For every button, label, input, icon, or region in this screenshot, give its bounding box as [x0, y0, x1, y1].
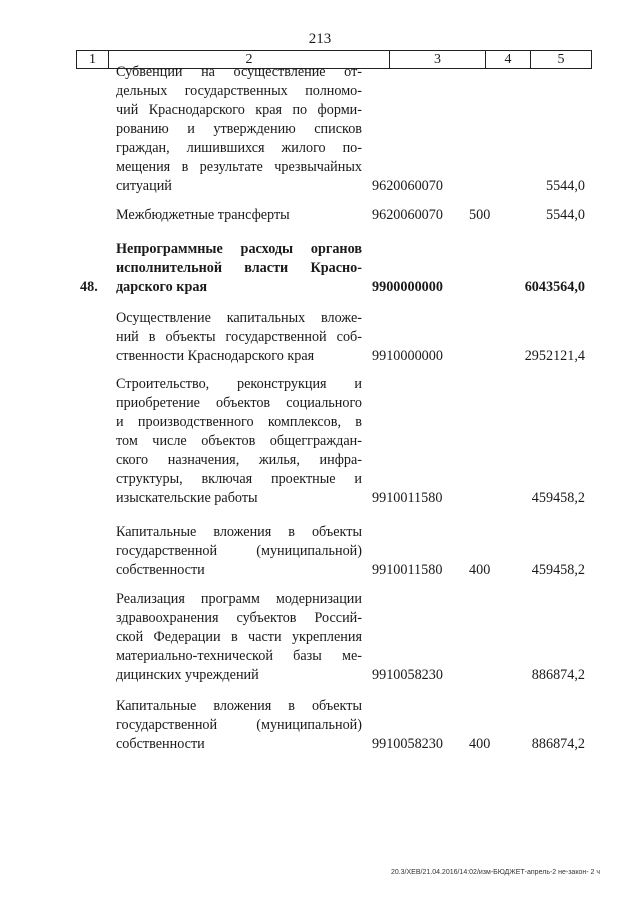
row-target-code: 9620060070 — [372, 178, 443, 194]
row-expense-type: 400 — [469, 736, 491, 752]
description-line: структуры, включая проектные и — [116, 471, 362, 487]
description-line: дарского края — [116, 279, 208, 295]
row-amount: 886874,2 — [531, 736, 585, 752]
description-line: том числе объектов общегграждан- — [116, 433, 362, 449]
row-description — [116, 240, 362, 297]
row-number: 48. — [80, 279, 98, 295]
row-target-code: 9910058230 — [372, 736, 443, 752]
description-line: приобретение объектов социального — [116, 395, 362, 411]
table-row — [0, 309, 640, 366]
row-description — [116, 309, 362, 366]
description-line: государственной (муниципальной) — [116, 717, 362, 733]
row-expense-type: 500 — [469, 207, 491, 223]
row-amount: 2952121,4 — [524, 348, 585, 364]
description-line: собственности — [116, 562, 205, 578]
description-line: ственности Краснодарского края — [116, 348, 315, 364]
description-line: Непрограммные расходы органов — [116, 241, 362, 257]
description-line: Межбюджетные трансферты — [116, 207, 290, 223]
row-description — [116, 206, 362, 225]
table-row — [0, 206, 640, 225]
table-row — [0, 523, 640, 580]
description-line: дицинских учреждений — [116, 667, 259, 683]
row-target-code: 9910000000 — [372, 348, 443, 364]
row-description — [116, 63, 362, 196]
description-line: государственной (муниципальной) — [116, 543, 362, 559]
row-expense-type: 400 — [469, 562, 491, 578]
description-line: дельных государственных полномо- — [116, 83, 362, 99]
description-line: Субвенции на осуществление от- — [116, 64, 362, 80]
table-row — [0, 697, 640, 754]
header-col-1: 1 — [77, 51, 109, 68]
description-line: Осуществление капитальных вложе- — [116, 310, 362, 326]
description-line: и производственного комплексов, в — [116, 414, 362, 430]
description-line: ситуаций — [116, 178, 172, 194]
header-col-3: 3 — [390, 51, 486, 68]
description-line: Капитальные вложения в объекты — [116, 698, 362, 714]
table-row — [0, 63, 640, 196]
row-target-code: 9900000000 — [372, 279, 443, 295]
row-target-code: 9620060070 — [372, 207, 443, 223]
description-line: чий Краснодарского края по форми- — [116, 102, 362, 118]
description-line: ний в объекты государственной соб- — [116, 329, 362, 345]
description-line: здравоохранения субъектов Россий- — [116, 610, 362, 626]
description-line: изыскательские работы — [116, 490, 258, 506]
description-line: Капитальные вложения в объекты — [116, 524, 362, 540]
description-line: Реализация программ модернизации — [116, 591, 362, 607]
row-description — [116, 697, 362, 754]
description-line: собственности — [116, 736, 205, 752]
description-line: мещения в результате чрезвычайных — [116, 159, 362, 175]
row-description — [116, 375, 362, 508]
table-row — [0, 590, 640, 685]
row-description — [116, 590, 362, 685]
description-line: Строительство, реконструкция и — [116, 376, 362, 392]
row-amount: 459458,2 — [531, 490, 585, 506]
header-col-2: 2 — [109, 51, 390, 68]
row-amount: 5544,0 — [545, 207, 585, 223]
description-line: граждан, лишившихся жилого по- — [116, 140, 362, 156]
description-line: ской Федерации в части укрепления — [116, 629, 362, 645]
row-amount: 459458,2 — [531, 562, 585, 578]
header-col-4: 4 — [486, 51, 531, 68]
table-row — [0, 375, 640, 508]
page-number: 213 — [308, 31, 332, 47]
row-amount: 6043564,0 — [524, 279, 585, 295]
description-line: исполнительной власти Красно- — [116, 260, 362, 276]
footer-reference: 20.3/ХЕВ/21.04.2016/14:02/изм-БЮДЖЕТ-апрель-2 не-закон- 2 ч — [390, 869, 600, 876]
description-line: рованию и утверждению списков — [116, 121, 362, 137]
row-amount: 5544,0 — [545, 178, 585, 194]
description-line: материально-технической базы ме- — [116, 648, 362, 664]
row-description — [116, 523, 362, 580]
table-row — [0, 240, 640, 297]
row-amount: 886874,2 — [531, 667, 585, 683]
row-target-code: 9910058230 — [372, 667, 443, 683]
description-line: ского назначения, жилья, инфра- — [116, 452, 362, 468]
row-target-code: 9910011580 — [372, 490, 443, 506]
header-col-5: 5 — [557, 52, 565, 67]
row-target-code: 9910011580 — [372, 562, 443, 578]
